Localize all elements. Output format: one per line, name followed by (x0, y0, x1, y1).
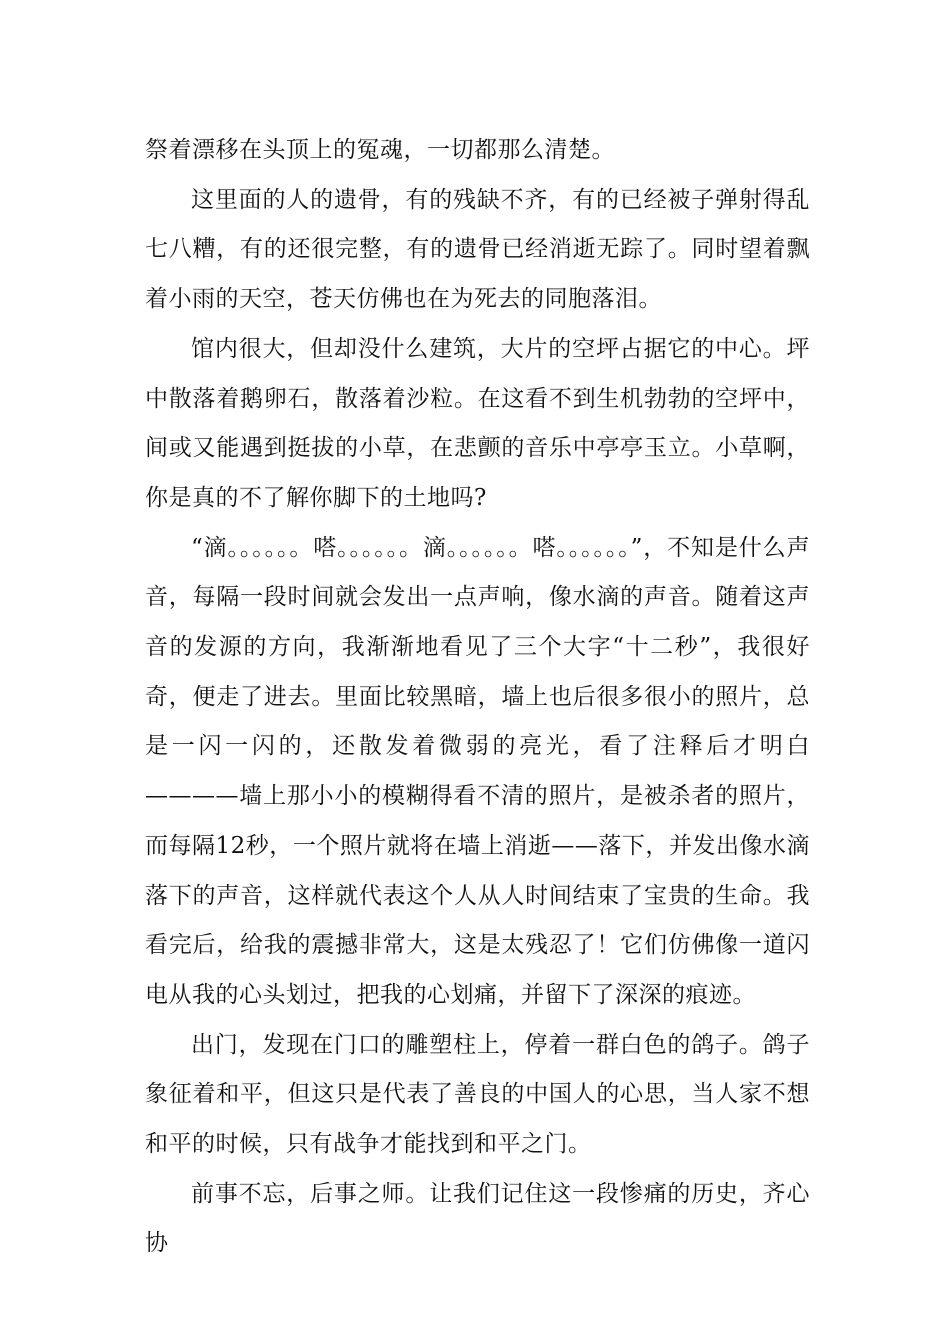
paragraph-1: 祭着漂移在头顶上的冤魂，一切都那么清楚。 (145, 137, 615, 163)
paragraph-6: 前事不忘，后事之师。让我们记住这一段惨痛的历史，齐心协 (145, 1180, 810, 1257)
document-body (145, 126, 810, 1269)
paragraph-4: “滴。。。。。。嗒。。。。。。滴。。。。。。嗒。。。。。。”，不知是什么声音，每隔一段时间就会发出一点声响，像水滴的声音。随着这声音的发源的方向，我渐渐地看见了三个大字“十二秒”，我很好奇，便走了进去。里面比较黑暗，墙上也后很多很小的照片，总是一闪一闪的，还散发着微弱的亮光，看了注释后才明白————墙上那小小的模糊得看不清的照片，是被杀者的照片，而每隔12秒，一个照片就将在墙上消逝——落下，并发出像水滴落下的声音，这样就代表这个人从人时间结束了宝贵的生命。我看完后，给我的震撼非常大，这是太残忍了！它们仿佛像一道闪电从我的心头划过，把我的心划痛，并留下了深深的痕迹。 (145, 534, 810, 1008)
paragraph-2: 这里面的人的遗骨，有的残缺不齐，有的已经被子弹射得乱七八糟，有的还很完整，有的遗骨已经消逝无踪了。同时望着飘着小雨的天空，苍天仿佛也在为死去的同胞落泪。 (145, 186, 810, 313)
paragraph-5: 出门，发现在门口的雕塑柱上，停着一群白色的鸽子。鸽子象征着和平，但这只是代表了善良的中国人的心思，当人家不想和平的时候，只有战争才能找到和平之门。 (145, 1031, 810, 1158)
paragraph-3: 馆内很大，但却没什么建筑，大片的空坪占据它的中心。坪中散落着鹅卵石，散落着沙粒。在这看不到生机勃勃的空坪中，间或又能遇到挺拔的小草，在悲颤的音乐中亭亭玉立。小草啊，你是真的不了解你脚下的土地吗? (145, 335, 810, 511)
